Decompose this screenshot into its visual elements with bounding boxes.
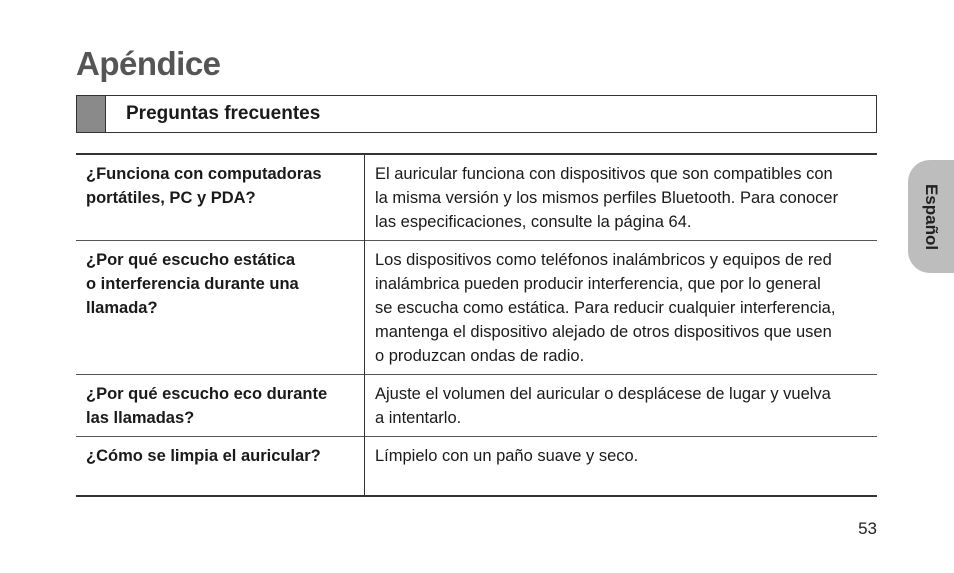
answer-line: mantenga el dispositivo alejado de otros dispositivos que usen <box>375 323 832 341</box>
section-header <box>76 95 877 133</box>
answer-line: las especificaciones, consulte la página 64. <box>375 213 692 231</box>
faq-question <box>76 241 365 375</box>
answer-line: inalámbrica pueden producir interferencia, que por lo general <box>375 275 821 293</box>
faq-table <box>76 153 877 497</box>
question-line: portátiles, PC y PDA? <box>86 189 256 207</box>
faq-answer <box>365 241 878 375</box>
question-line: llamada? <box>86 299 158 317</box>
answer-line: a intentarlo. <box>375 409 462 427</box>
faq-question <box>76 154 365 241</box>
language-tab-label: Español <box>922 183 941 250</box>
page-number: 53 <box>858 519 877 538</box>
faq-question <box>76 375 365 437</box>
answer-line: se escucha como estática. Para reducir cualquier interferencia, <box>375 299 836 317</box>
section-marker <box>77 96 106 132</box>
answer-line: Los dispositivos como teléfonos inalámbricos y equipos de red <box>375 251 832 269</box>
question-line: o interferencia durante una <box>86 275 299 293</box>
section-title: Preguntas frecuentes <box>126 103 321 124</box>
question-line: ¿Cómo se limpia el auricular? <box>86 447 321 465</box>
question-line: ¿Por qué escucho eco durante <box>86 385 328 403</box>
question-line: ¿Por qué escucho estática <box>86 251 296 269</box>
answer-line: El auricular funciona con dispositivos que son compatibles con <box>375 165 833 183</box>
faq-answer <box>365 154 878 241</box>
faq-row <box>76 241 877 375</box>
answer-line: Límpielo con un paño suave y seco. <box>375 447 639 465</box>
faq-question <box>76 437 365 497</box>
page-title: Apéndice <box>76 45 221 82</box>
answer-line: o produzcan ondas de radio. <box>375 347 585 365</box>
language-tab <box>908 160 954 273</box>
faq-row <box>76 154 877 241</box>
faq-row <box>76 375 877 437</box>
faq-answer <box>365 375 878 437</box>
faq-row <box>76 437 877 497</box>
answer-line: Ajuste el volumen del auricular o desplácese de lugar y vuelva <box>375 385 831 403</box>
faq-answer <box>365 437 878 497</box>
question-line: las llamadas? <box>86 409 195 427</box>
question-line: ¿Funciona con computadoras <box>86 165 322 183</box>
answer-line: la misma versión y los mismos perfiles Bluetooth. Para conocer <box>375 189 839 207</box>
